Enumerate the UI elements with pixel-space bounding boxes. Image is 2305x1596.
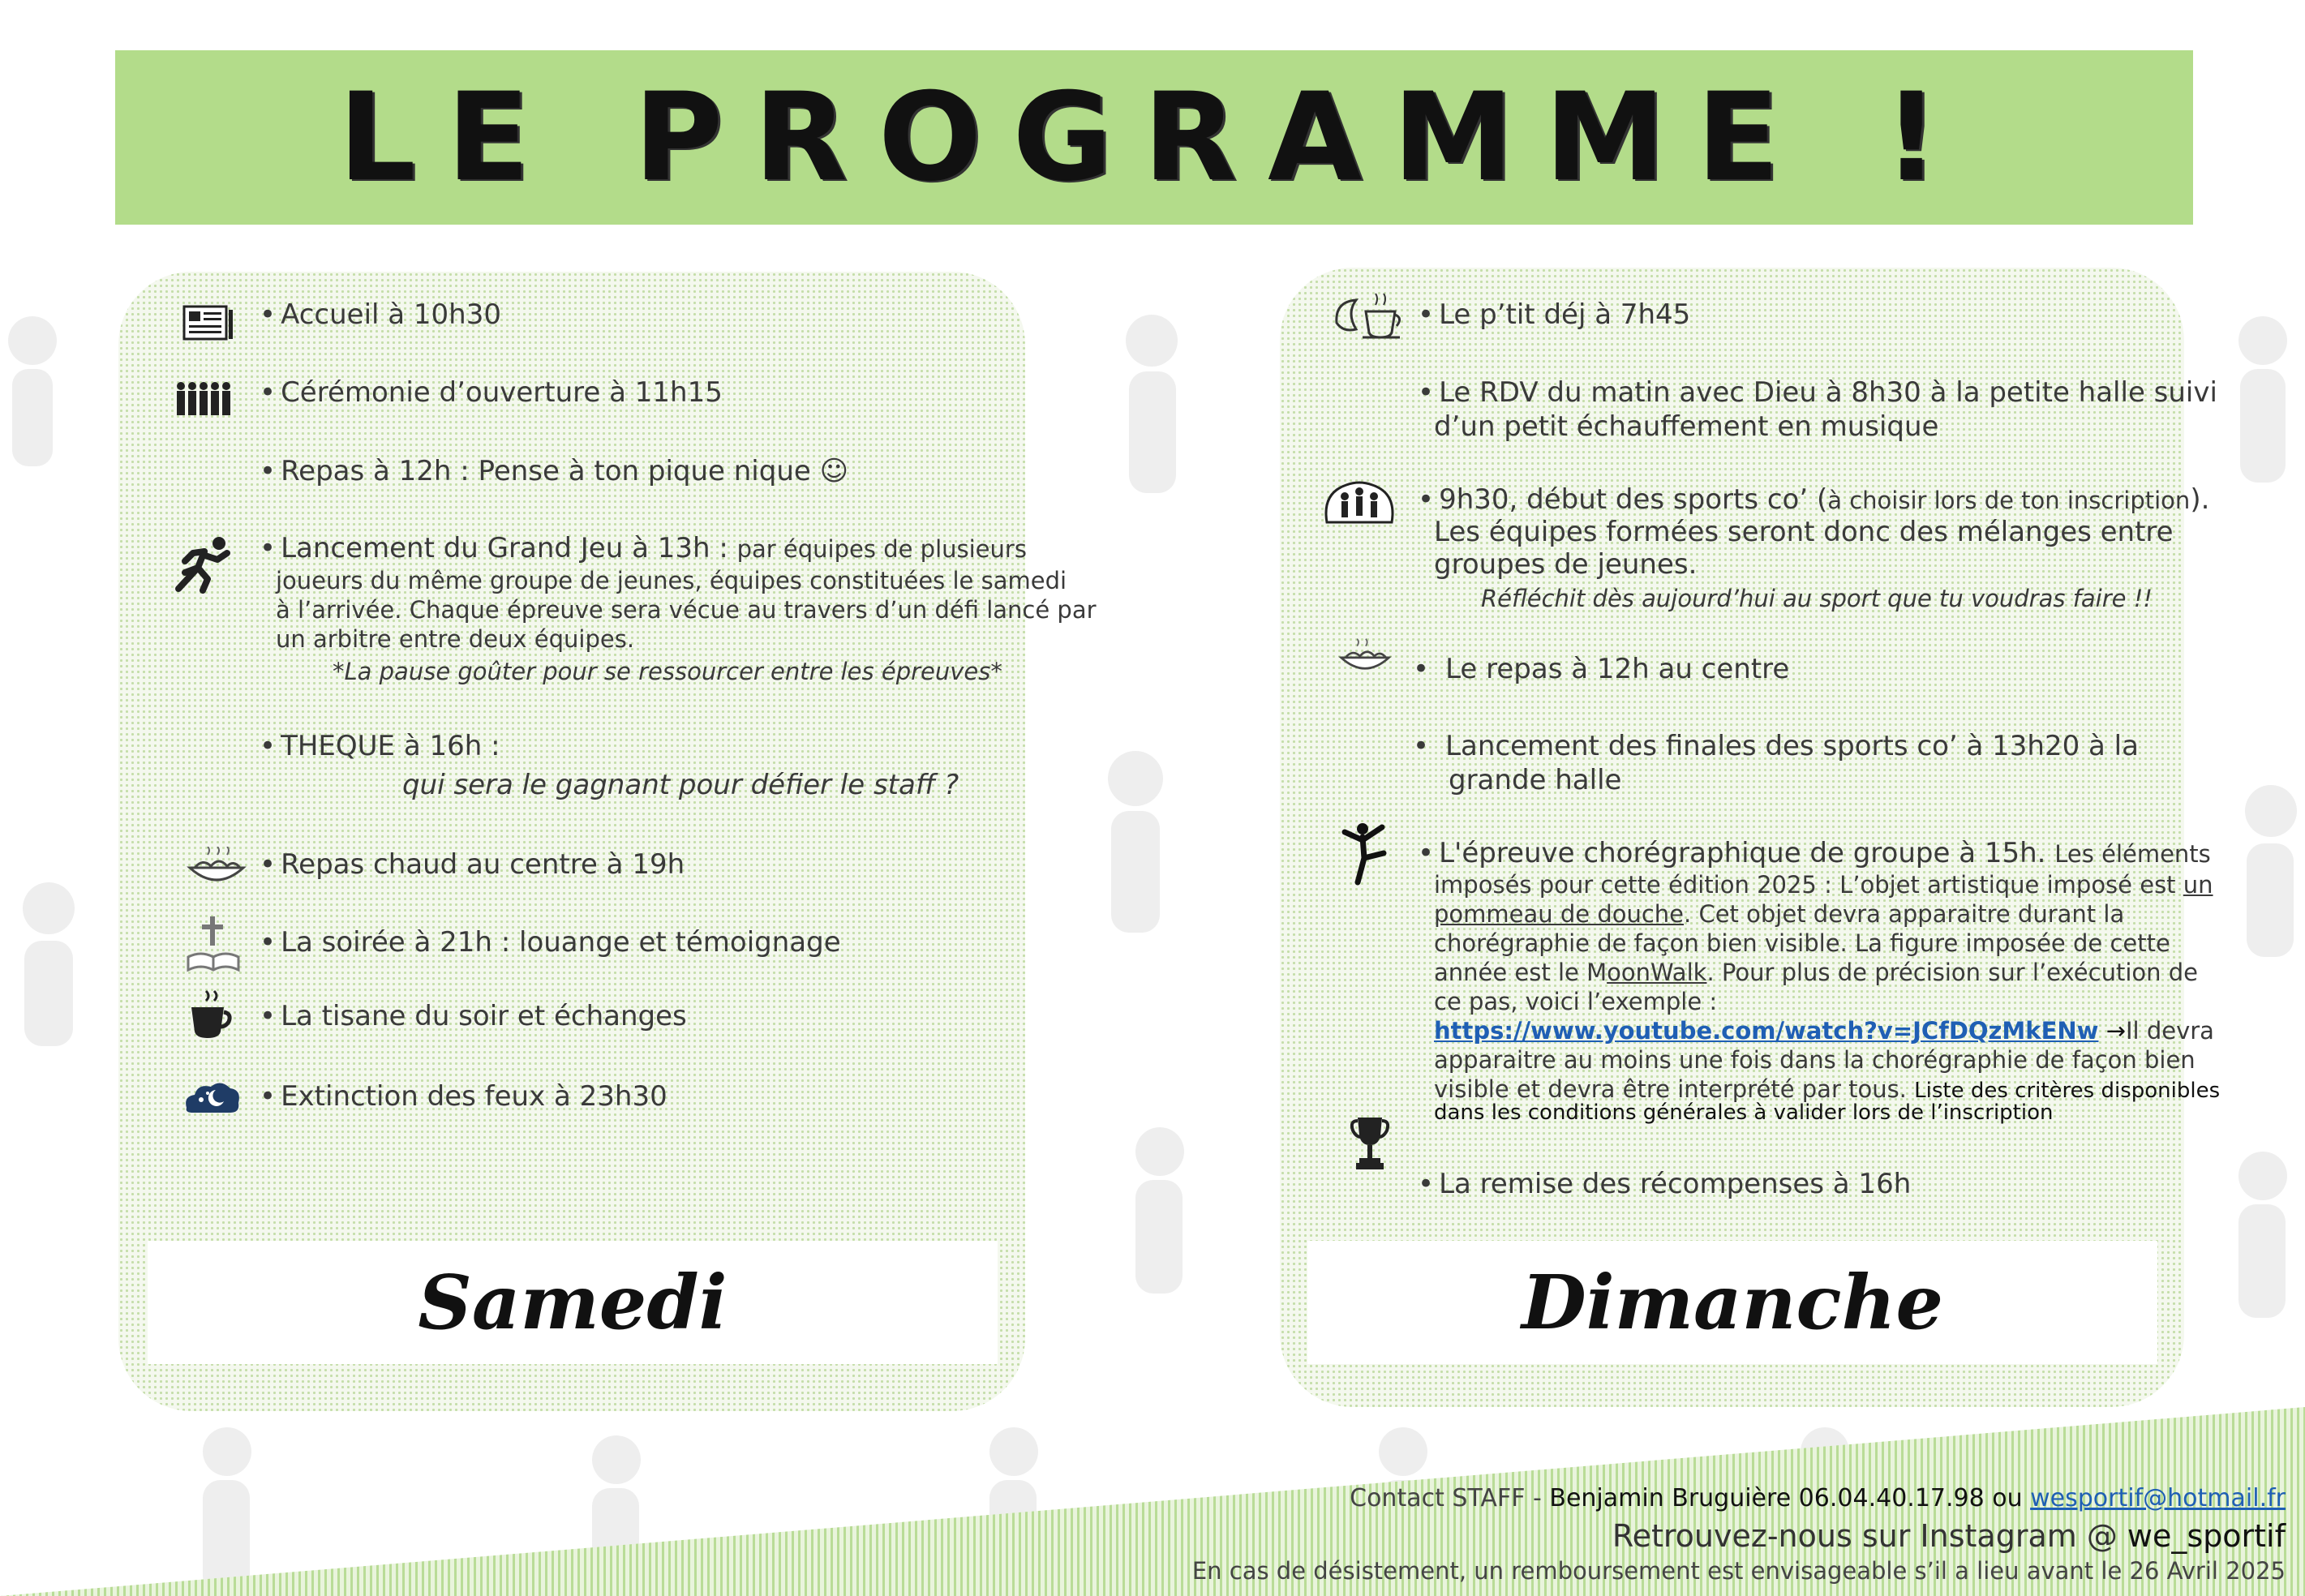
- dimanche-label-box: [1307, 1241, 2157, 1364]
- chore-line-7: https://www.youtube.com/watch?v=JCfDQzMkENw →Il devra: [1434, 1017, 2214, 1045]
- samedi-item-grand-jeu: • Lancement du Grand Jeu à 13h : par équipes de plusieurs: [260, 532, 1027, 564]
- dance-pose-icon: [1338, 821, 1389, 886]
- chore-line-4: chorégraphie de façon bien visible. La figure imposée de cette: [1434, 929, 2170, 957]
- grand-jeu-note: *La pause goûter pour se ressourcer entre les épreuves*: [333, 658, 1002, 685]
- chore-line-6: ce pas, voici l’exemple :: [1434, 988, 1718, 1015]
- grand-jeu-detail-4: un arbitre entre deux équipes.: [276, 625, 635, 653]
- grand-jeu-detail-3: à l’arrivée. Chaque épreuve sera vécue au travers d’un défi lancé par: [276, 596, 1097, 624]
- croissant-coffee-icon: [1333, 290, 1403, 341]
- grand-jeu-detail-2: joueurs du même groupe de jeunes, équipes constituées le samedi: [276, 567, 1067, 594]
- dimanche-item-choregraphie: • L'épreuve chorégraphique de groupe à 15h. Les éléments: [1418, 837, 2211, 869]
- footer-contact: Contact STAFF - Benjamin Bruguière 06.04.40.17.98 ou wesportif@hotmail.fr: [1350, 1484, 2286, 1512]
- samedi-item-theque: • THEQUE à 16h :: [260, 730, 500, 762]
- dimanche-item-recompenses: • La remise des récompenses à 16h: [1418, 1168, 1912, 1200]
- samedi-item-tisane: • La tisane du soir et échanges: [260, 1000, 687, 1032]
- page-title: LE PROGRAMME !: [338, 66, 1970, 208]
- sports-co-line-2: Les équipes formées seront donc des mélanges entre: [1434, 516, 2174, 548]
- chore-line-3: pommeau de douche. Cet objet devra apparaitre durant la: [1434, 900, 2125, 928]
- chore-line-2: imposés pour cette édition 2025 : L’objet artistique imposé est un: [1434, 871, 2213, 899]
- dimanche-item-finales: • Lancement des finales des sports co’ à 13h20 à la: [1413, 730, 2139, 762]
- footer-refund: En cas de désistement, un remboursement est envisageable s’il a lieu avant le 26 Avril 2025: [1191, 1557, 2286, 1585]
- rdv-line-2: d’un petit échauffement en musique: [1434, 410, 1939, 443]
- finales-line-2: grande halle: [1449, 764, 1622, 796]
- food-bowl-icon: [1338, 637, 1392, 676]
- samedi-item-repas-chaud: • Repas chaud au centre à 19h: [260, 848, 685, 881]
- food-bowl-icon: [187, 847, 247, 887]
- trophy-icon: [1350, 1114, 1390, 1171]
- title-banner: [115, 50, 2193, 225]
- theque-note: qui sera le gagnant pour défier le staff ?: [402, 769, 959, 801]
- samedi-item-repas: • Repas à 12h : Pense à ton pique nique ☺: [260, 455, 849, 487]
- contact-email-link[interactable]: wesportif@hotmail.fr: [2030, 1484, 2286, 1512]
- youtube-link[interactable]: https://www.youtube.com/watch?v=JCfDQzMkENw: [1434, 1017, 2099, 1045]
- moon-night-icon: [182, 1075, 243, 1116]
- samedi-item-soiree: • La soirée à 21h : louange et témoignage: [260, 926, 841, 959]
- footer-instagram: Retrouvez-nous sur Instagram @ we_sportif: [1612, 1518, 2286, 1554]
- samedi-label-box: [148, 1241, 998, 1364]
- samedi-item-extinction: • Extinction des feux à 23h30: [260, 1080, 667, 1113]
- runner-icon: [174, 535, 237, 594]
- chore-line-9: visible et devra être interprété par tous. Liste des critères disponibles: [1434, 1075, 2221, 1103]
- id-card-icon: [182, 303, 235, 344]
- arrow-right-icon: →: [2105, 1017, 2126, 1045]
- dimanche-item-rdv: • Le RDV du matin avec Dieu à 8h30 à la petite halle suivi: [1418, 376, 2217, 409]
- sports-co-line-3: groupes de jeunes.: [1434, 548, 1698, 581]
- samedi-item-ceremonie: • Cérémonie d’ouverture à 11h15: [260, 376, 723, 409]
- samedi-item-accueil: • Accueil à 10h30: [260, 298, 501, 331]
- tea-cup-icon: [188, 989, 234, 1040]
- dimanche-item-ptit-dej: • Le p’tit déj à 7h45: [1418, 298, 1691, 331]
- bible-cross-icon: [187, 915, 240, 973]
- dimanche-item-sports-co: • 9h30, début des sports co’ (à choisir lors de ton inscription).: [1418, 483, 2210, 516]
- sports-co-note: Réfléchit dès aujourd’hui au sport que tu voudras faire !!: [1481, 585, 2153, 612]
- team-sports-icon: [1322, 477, 1397, 530]
- chore-line-10: dans les conditions générales à valider lors de l’inscription: [1434, 1100, 2054, 1125]
- dimanche-item-repas: • Le repas à 12h au centre: [1413, 653, 1790, 685]
- people-icon: [175, 381, 234, 417]
- dimanche-label: Dimanche: [1521, 1259, 1943, 1346]
- chore-line-8: apparaitre au moins une fois dans la chorégraphie de façon bien: [1434, 1046, 2196, 1074]
- samedi-label: Samedi: [418, 1259, 728, 1346]
- chore-line-5: année est le MoonWalk. Pour plus de précision sur l’exécution de: [1434, 959, 2198, 986]
